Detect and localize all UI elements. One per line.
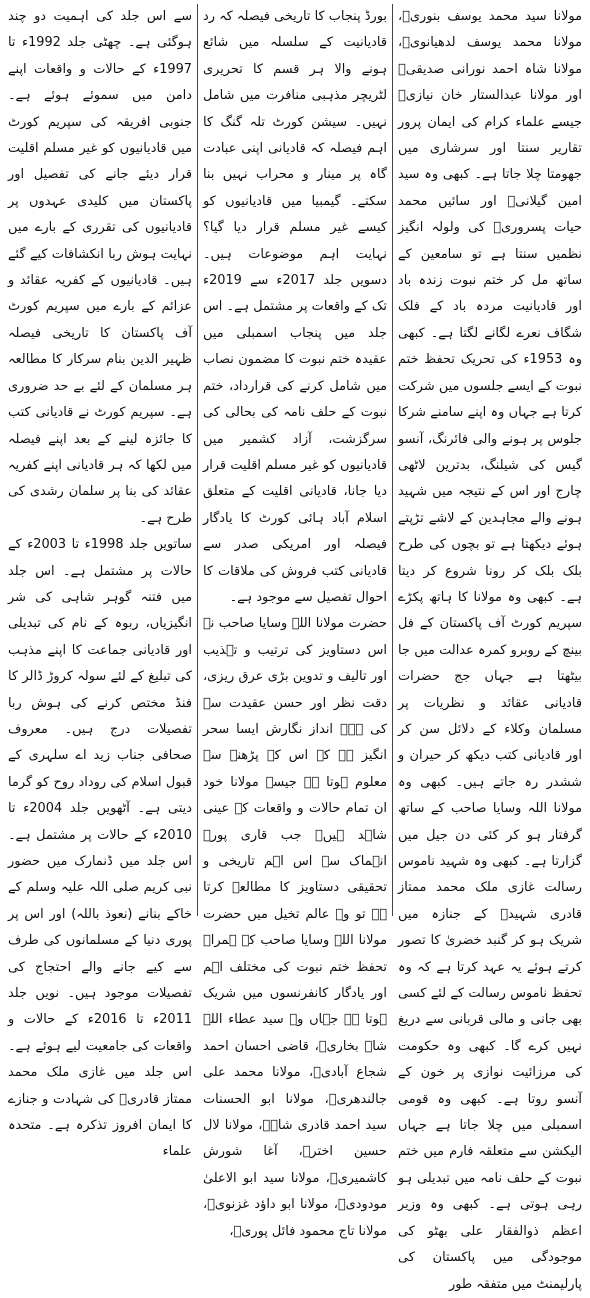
text-column-left bbox=[393, 4, 587, 1292]
column-right-paragraph-2: ساتویں جلد 1998ء تا 2003ء کے حالات پر مشتمل ہے۔ اس جلد میں فتنہ گوہر شاہی کی شر انگیزیاں، ربوہ کے نام کی تبدیلی اور قادیانی جماعت کا اپنے مذہب کی تبلیغ کے لئے سولہ کروڑ ڈالر کا فنڈ مختص کرنے کی ہوش ربا تفصیلات درج ہیں۔ معروف صحافی جناب زید اے سلہری کے قبول اسلام کی روداد روح کو گرما دیتی ہے۔ آٹھویں جلد 2004ء تا 2010ء کے حالات پر مشتمل ہے۔ اس جلد میں ڈنمارک میں حضور نبی کریم صلی اللہ علیہ وسلم کے خاکے بنانے (نعوذ باللہ) اور اس پر پوری دنیا کے مسلمانوں کی طرف سے کیے جانے والے احتجاج کی تفصیلات موجود ہیں۔ نویں جلد 2011ء تا 2016ء کے حالات و واقعات کی جامعیت لیے ہوئے ہے۔ اس جلد میں غازی ملک محمد ممتاز قادریؒ کی شہادت و جنازے کا ایمان افروز تذکرہ ہے۔ متحدہ علماء bbox=[8, 537, 192, 1160]
column-left-paragraph-1: مولانا سید محمد یوسف بنوریؒ، مولانا محمد یوسف لدھیانویؒ، مولانا شاہ احمد نورانی صدیقیؒ اور مولانا عبدالستار خان نیازیؒ جیسے علماء کرام کی ایمان پرور تقاریر سنتا اور سرشاری میں جھومتا چلا جاتا ہے۔ کبھی وہ سید امین گیلانیؒ اور سائیں محمد حیات پسروریؒ کی ولولہ انگیز نظمیں سنتا ہے تو سامعین کے ساتھ مل کر ختم نبوت زندہ باد اور قادیانیت مردہ باد کے فلک شگاف نعرے لگانے لگتا ہے۔ کبھی وہ 1953ء کی تحریک تحفظ ختم نبوت کے ایسے جلسوں میں شرکت کرتا ہے جہاں وہ اپنے سامنے شرکا جلوس پر ہونے والی فائرنگ، آنسو گیس کی شیلنگ، بدترین لاٹھی چارج اور اس کے نتیجہ میں شہید ہونے والے مجاہدین کے لاشے تڑپتے ہوئے دیکھتا ہے تو بچوں کی طرح بلک بلک کر رونا شروع کر دیتا ہے۔ کبھی وہ مولانا کا ہاتھ پکڑے سپریم کورٹ آف پاکستان کے فل بینچ کے روبرو کمرہ عدالت میں جا بیٹھتا ہے جہاں جج حضرات قادیانی عقائد و نظریات پر مسلمان وکلاء کے دلائل سن کر اور قادیانی کتب دیکھ کر حیران و ششدر رہ جاتے ہیں۔ کبھی وہ مولانا اللہ وسایا صاحب کے ساتھ گرفتار ہو کر کئی دن جیل میں گزارتا ہے۔ کبھی وہ شہید ناموس رسالت غازی ملک محمد ممتاز قادری شہیدؒ کے جنازہ میں شریک ہو کر گنبد خضریٰ کا تصور کرتے ہوئے یہ عہد کرتا ہے کہ وہ تحفظ ناموس رسالت کے لئے کسی بھی جانی و مالی قربانی سے دریغ نہیں کرے گا۔ کبھی وہ حکومت کی مرزائیت نوازی پر خون کے آنسو روتا ہے۔ کبھی وہ قومی اسمبلی میں چلا جاتا ہے جہاں الیکشن سے متعلقہ فارم میں ختم نبوت کے حلف نامہ میں تبدیلی ہو رہی ہوتی ہے۔ کبھی وہ وزیر اعظم ذوالفقار علی بھٹو کی موجودگی میں پاکستان کی پارلیمنٹ میں متفقہ طور bbox=[398, 9, 582, 1292]
text-column-right bbox=[3, 4, 197, 1160]
column-right-paragraph-1: سے اس جلد کی اہمیت دو چند ہوگئی ہے۔ چھٹی جلد 1992ء تا 1997ء کے حالات و واقعات اپنے دامن میں سموئے ہوئے ہے۔ جنوبی افریقہ کی سپریم کورٹ میں قادیانیوں کو غیر مسلم اقلیت قرار دیئے جانے کی تفصیل اور پاکستان میں کلیدی عہدوں پر قادیانیوں کی تقرری کے بارے میں نہایت ہوش ربا انکشافات کیے گئے ہیں۔ قادیانیوں کے کفریہ عقائد و عزائم کے بارے میں سپریم کورٹ آف پاکستان کا تاریخی فیصلہ ظہیر الدین بنام سرکار کا مطالعہ ہر مسلمان کے لئے بے حد ضروری ہے۔ سپریم کورٹ نے قادیانی کتب کا جائزہ لینے کے بعد اپنے فیصلہ میں لکھا کہ ہر قادیانی اپنے کفریہ عقائد کی بنا پر سلمان رشدی کی طرح ہے۔ bbox=[8, 9, 192, 526]
text-column-middle bbox=[198, 4, 392, 1239]
column-middle-paragraph-1: بورڈ پنجاب کا تاریخی فیصلہ کہ رد قادیانیت کے سلسلہ میں شائع ہونے والا ہر قسم کا تحریری لٹریچر مذہبی منافرت میں شامل نہیں۔ سیشن کورٹ تلہ گنگ کا اہم فیصلہ کہ قادیانی اپنی عبادت گاہ پر مینار و محراب نہیں بنا سکتے۔ گیمبیا میں قادیانیوں کو کیسے غیر مسلم قرار دیا گیا؟ نہایت اہم موضوعات ہیں۔ دسویں جلد 2017ء سے 2019ء تک کے واقعات پر مشتمل ہے۔ اس جلد میں پنجاب اسمبلی میں عقیدہ ختم نبوت کا مضمون نصاب میں شامل کرنے کی قرارداد، ختم نبوت کے حلف نامہ کی بحالی کی سرگزشت، آزاد کشمیر میں قادیانیوں کو غیر مسلم اقلیت قرار دیا جانا، قادیانی اقلیت کے متعلق اسلام آباد ہائی کورٹ کا یادگار فیصلہ اور امریکی صدر سے قادیانی کتب فروش کی ملاقات کا احوال تفصیل سے موجود ہے۔ bbox=[203, 9, 387, 605]
column-middle-paragraph-2: حضرت مولانا اللہ وسایا صاحب نے اس دستاویز کی ترتیب و تہذیب اور تالیف و تدوین بڑی عرق ریزی، دقت نظر اور حسن عقیدت سے کی ہے۔ انداز نگارش ایسا سحر انگیز ہے کہ اس کے پڑھنے سے معلوم ہوتا ہے جیسے مولانا خود ان تمام حالات و واقعات کے عینی شاہد ہیں۔ جب قاری پورے انہماک سے اس اہم تاریخی و تحقیقی دستاویز کا مطالعہ کرتا ہے تو وہ عالم تخیل میں حضرت مولانا اللہ وسایا صاحب کے ہمراہ تحفظ ختم نبوت کی مختلف اہم اور یادگار کانفرنسوں میں شریک ہوتا ہے جہاں وہ سید عطاء اللہ شاہ بخاریؒ، قاضی احسان احمد شجاع آبادیؒ، مولانا محمد علی جالندھریؒ، مولانا ابو الحسنات سید احمد قادری شاہؒ، مولانا لال حسین اخترؒ، آغا شورش کاشمیریؒ، مولانا سید ابو الاعلیٰ مودودیؒ، مولانا ابو داؤد غزنویؒ، مولانا تاج محمود فائل پوریؒ، bbox=[203, 616, 387, 1239]
